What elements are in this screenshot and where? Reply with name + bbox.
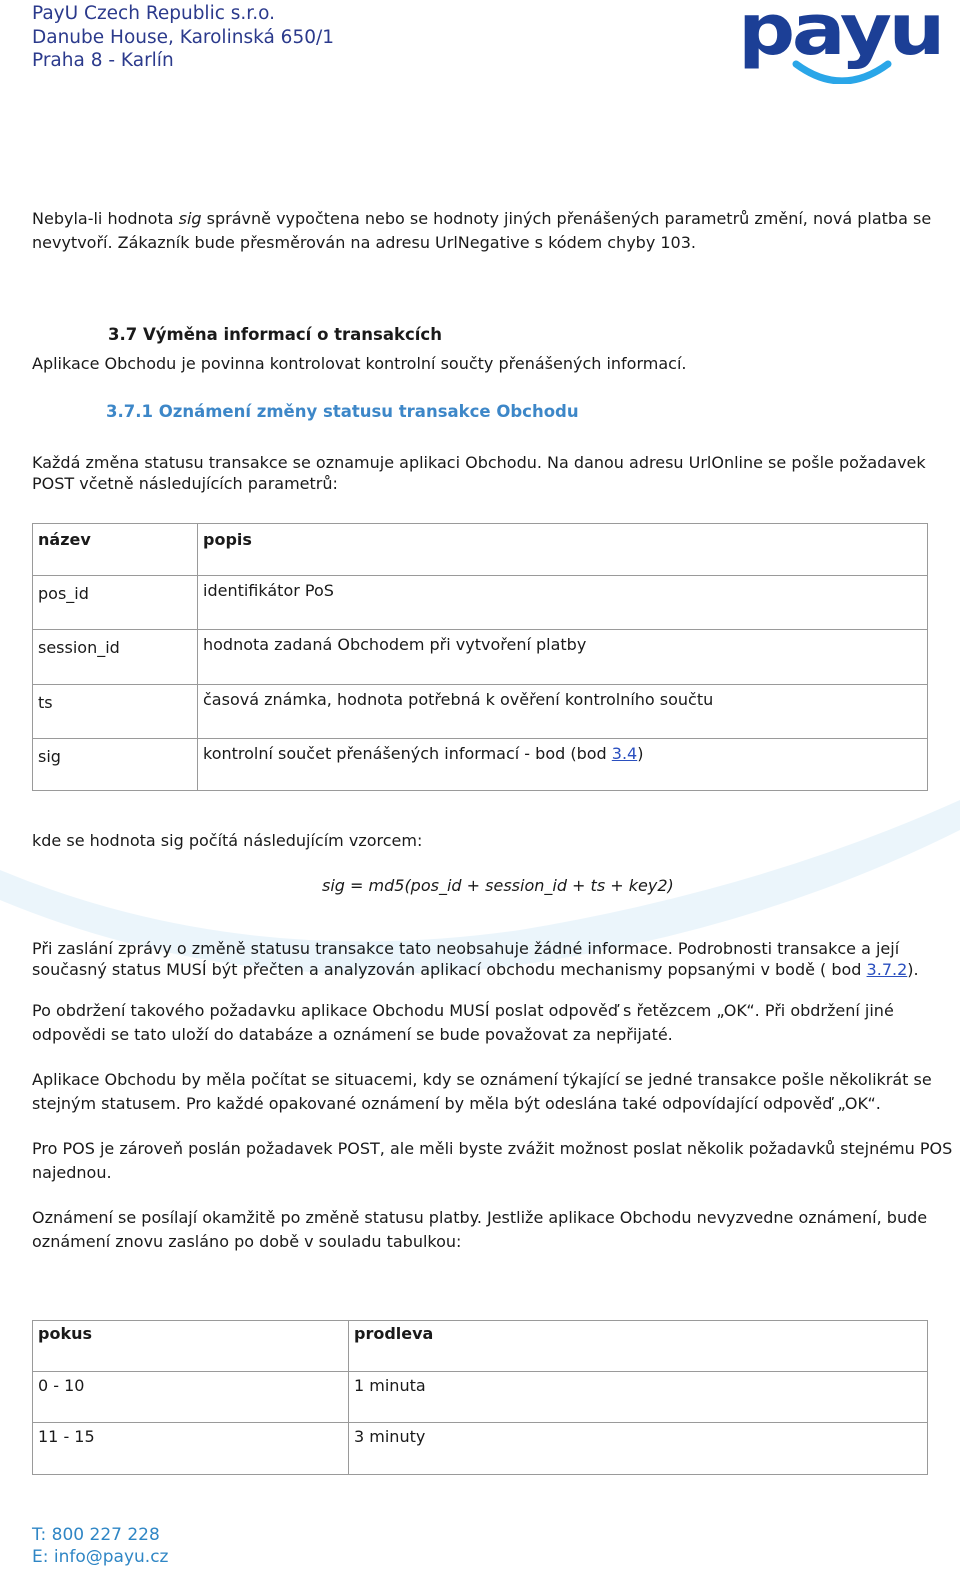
heading-3-7: 3.7 Výměna informací o transakcích	[108, 325, 442, 344]
company-city: Praha 8 - Karlín	[32, 50, 174, 71]
paragraph-retry-schedule: Oznámení se posílají okamžitě po změně statusu platby. Jestliže aplikace Obchodu nevyzvedne oznámení, bude oznámení znovu zasláno po době v souladu tabulkou:	[32, 1208, 928, 1251]
header-cell-name: název	[33, 524, 198, 576]
attempt-range: 0 - 10	[33, 1372, 349, 1423]
payu-logo	[738, 2, 942, 84]
footer-email[interactable]: E: info@payu.cz	[32, 1547, 169, 1567]
formula-expression: sig = md5(pos_id + session_id + ts + key2)	[322, 876, 674, 895]
table-row	[33, 576, 928, 630]
formula-intro: kde se hodnota sig počítá následujícím vzorcem:	[32, 831, 423, 850]
paragraph-post-requests: Pro POS je zároveň poslán požadavek POST, ale měli byste zvážit možnost poslat několik požadavků stejnému POS najednou.	[32, 1139, 953, 1182]
company-street: Danube House, Karolinská 650/1	[32, 26, 334, 48]
link-section-3-7-2[interactable]: 3.7.2	[866, 960, 908, 979]
param-name: sig	[33, 739, 198, 791]
company-name: PayU Czech Republic s.r.o.	[32, 3, 275, 24]
params-table	[32, 523, 928, 791]
paragraph-notification-info: Při zaslání zprávy o změně statusu transakce tato neobsahuje žádné informace. Podrobnosti transakce a její současný status MUSÍ být přečten a analyzován aplikací obchodu mechanismy popsanými v bodě ( bod 3.7.2).	[32, 939, 919, 979]
table-header-row	[33, 524, 928, 576]
payu-logo-text: payu	[738, 2, 942, 71]
param-name: ts	[33, 685, 198, 739]
paragraph-ok-response: Po obdržení takového požadavku aplikace Obchodu MUSÍ poslat odpověď s řetězcem „OK“. Při obdržení jiné odpovědi se tato uloží do databáze a oznámení se bude považovat za nepřijaté.	[32, 1001, 894, 1044]
footer-phone: T: 800 227 228	[32, 1525, 160, 1545]
table-row	[33, 1372, 928, 1423]
param-description: hodnota zadaná Obchodem při vytvoření platby	[198, 630, 928, 685]
header-cell-attempt: pokus	[33, 1321, 349, 1372]
header-cell-delay: prodleva	[349, 1321, 928, 1372]
table-row	[33, 1423, 928, 1475]
heading-3-7-1: 3.7.1 Oznámení změny statusu transakce Obchodu	[106, 402, 579, 421]
section-3-7-text: Aplikace Obchodu je povinna kontrolovat kontrolní součty přenášených informací.	[32, 354, 687, 373]
table-header-row	[33, 1321, 928, 1372]
param-description: identifikátor PoS	[198, 576, 928, 630]
param-name: pos_id	[33, 576, 198, 630]
delay-value: 1 minuta	[349, 1372, 928, 1423]
header-cell-description: popis	[198, 524, 928, 576]
table-row	[33, 685, 928, 739]
param-description: časová známka, hodnota potřebná k ověření kontrolního součtu	[198, 685, 928, 739]
section-3-7-1-text: Každá změna statusu transakce se oznamuje aplikaci Obchodu. Na danou adresu UrlOnline se pošle požadavek POST včetně následujících parametrů:	[32, 453, 926, 493]
param-name: session_id	[33, 630, 198, 685]
table-row	[33, 739, 928, 791]
attempt-range: 11 - 15	[33, 1423, 349, 1475]
paragraph-repeated-notifications: Aplikace Obchodu by měla počítat se situacemi, kdy se oznámení týkající se jedné transakce pošle několikrát se stejným statusem. Pro každé opakované oznámení by měla být odeslána také odpovídající odpověď „OK“.	[32, 1070, 932, 1113]
footer-contact	[32, 1524, 168, 1568]
param-description: kontrolní součet přenášených informací - bod (bod 3.4)	[198, 739, 928, 791]
sig-term: sig	[178, 209, 202, 228]
table-row	[33, 630, 928, 685]
delay-value: 3 minuty	[349, 1423, 928, 1475]
link-section-3-4[interactable]: 3.4	[611, 744, 638, 763]
company-address	[32, 2, 334, 73]
delay-table	[32, 1320, 928, 1475]
intro-paragraph: Nebyla-li hodnota sig správně vypočtena nebo se hodnoty jiných přenášených parametrů změní, nová platba se nevytvoří. Zákazník bude přesměrován na adresu UrlNegative s kódem chyby 103.	[32, 209, 932, 252]
